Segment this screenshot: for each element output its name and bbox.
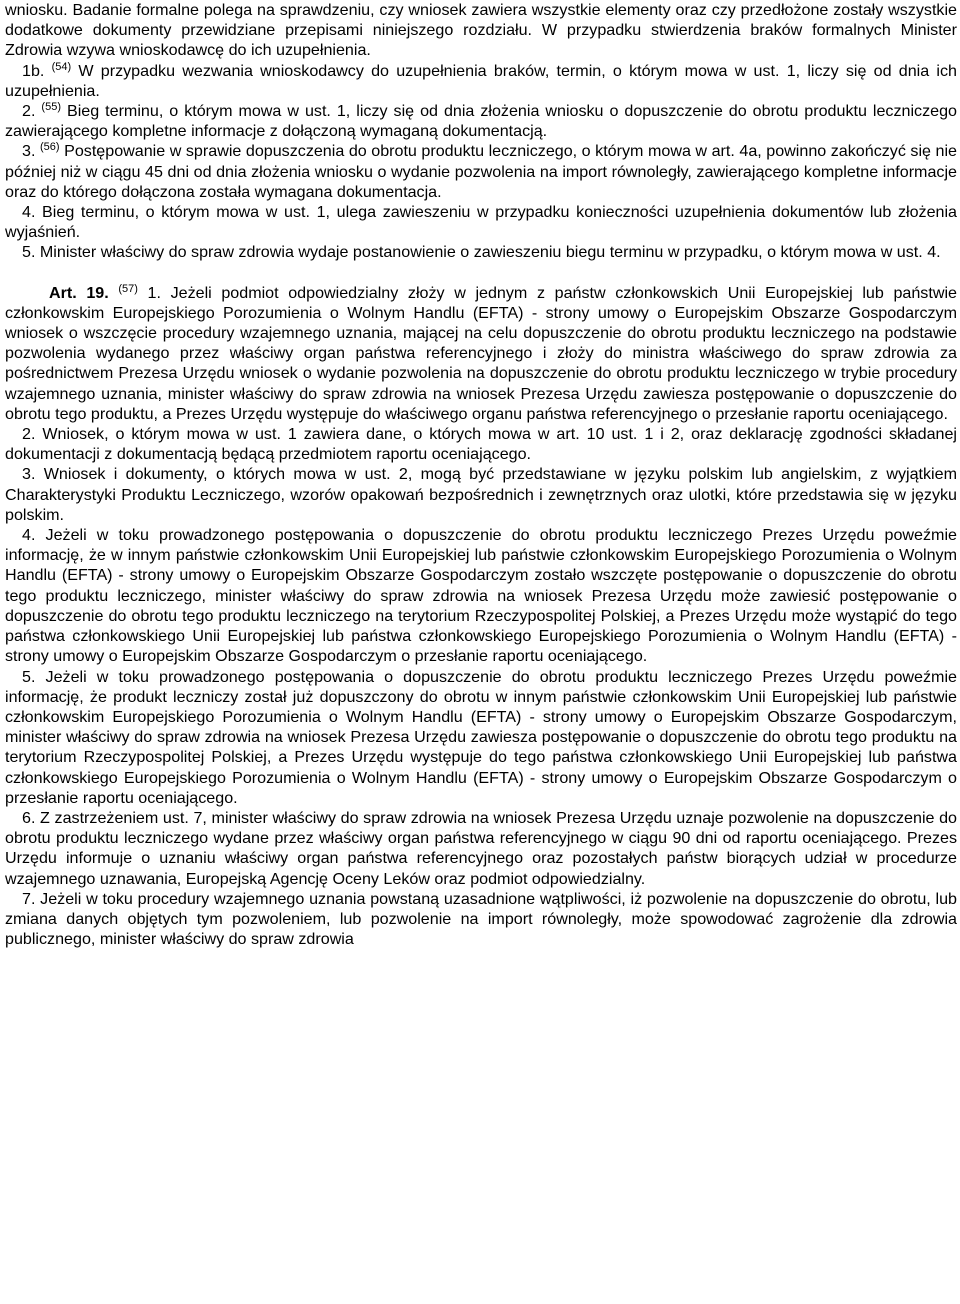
footnote-reference: (55) [41,101,61,114]
paragraph-number: 1b. [22,61,45,80]
paragraph-4: 4. Bieg terminu, o którym mowa w ust. 1, ulega zawieszeniu w przypadku konieczności uzupełnienia dokumentów lub złożenia wyjaśnień. [5,203,957,242]
article-19-paragraph-2: 2. Wniosek, o którym mowa w ust. 1 zawiera dane, o których mowa w art. 10 ust. 1 i 2, oraz deklarację zgodności składanej dokumentacji z dokumentacją będącą przedmiotem raportu oceniającego. [5,425,957,464]
footnote-reference: (54) [51,60,72,73]
paragraph-3 [5,141,957,202]
paragraph-formal-review: wniosku. Badanie formalne polega na sprawdzeniu, czy wniosek zawiera wszystkie elementy oraz czy przedłożone zostały wszystkie dodatkowe dokumenty przewidziane przepisami niniejszego rozdziału. W przypadku stwierdzenia braków formalnych Minister Zdrowia wzywa wnioskodawcę do ich uzupełnienia. [5,1,957,60]
paragraph-text: 1. Jeżeli podmiot odpowiedzialny złoży w jednym z państw członkowskich Unii Europejskiej lub państwie członkowskim Europejskiego Porozumienia o Wolnym Handlu (EFTA) - strony umowy o Europejskim Obszarze Gospodarczym wniosek o wszczęcie procedury wzajemnego uznania, mającej na celu dopuszczenie do obrotu produktu leczniczego na podstawie pozwolenia wydanego przez właściwy organ państwa referencyjnego i złoży do ministra właściwego do spraw zdrowia za pośrednictwem Prezesa Urzędu wniosek o wydanie pozwolenia na dopuszczenie do obrotu produktu leczniczego w trybie procedury wzajemnego uznania, minister właściwy do spraw zdrowia na wniosek Prezesa Urzędu zawiesza postępowanie o dopuszczenie do obrotu tego produktu, a Prezes Urzędu występuje do właściwego organu państwa referencyjnego o przesłanie raportu oceniającego. [5,283,957,423]
article-19-paragraph-1 [5,283,957,424]
paragraph-5: 5. Minister właściwy do spraw zdrowia wydaje postanowienie o zawieszeniu biegu terminu w przypadku, o którym mowa w ust. 4. [22,243,941,262]
footnote-reference: (57) [118,282,138,295]
article-19-paragraph-7: 7. Jeżeli w toku procedury wzajemnego uznania powstaną uzasadnione wątpliwości, iż pozwolenie na dopuszczenie do obrotu, lub zmiana danych objętych tym pozwoleniem, lub pozwolenie na import równoległy, może spowodować zagrożenie dla zdrowia publicznego, minister właściwy do spraw zdrowia [5,889,957,949]
paragraph-1b [5,61,957,101]
article-19-paragraph-3: 3. Wniosek i dokumenty, o których mowa w ust. 2, mogą być przedstawiane w języku polskim lub angielskim, z wyjątkiem Charakterystyki Produktu Leczniczego, wzorów opakowań bezpośrednich i zewnętrznych oraz ulotki, które przedstawia się w języku polskim. [5,465,957,524]
article-19-paragraph-6: 6. Z zastrzeżeniem ust. 7, minister właściwy do spraw zdrowia na wniosek Prezesa Urzędu uznaje pozwolenie na dopuszczenie do obrotu produktu leczniczego wydane przez właściwy organ państwa referencyjnego w ciągu 90 dni od raportu oceniającego. Prezes Urzędu informuje o uznaniu właściwy organ państwa referencyjnego oraz pozostałych państw biorących udział w procedurze wzajemnego uznawania, Europejską Agencję Oceny Leków oraz podmiot odpowiedzialny. [5,808,957,888]
footnote-reference: (56) [39,141,60,154]
paragraph-number: 2. [22,102,36,121]
document-page [5,0,957,1304]
article-19-paragraph-5: 5. Jeżeli w toku prowadzonego postępowania o dopuszczenie do obrotu produktu leczniczego Prezes Urzędu poweźmie informację, że produkt leczniczy został już dopuszczony do obrotu w innym państwie członkowskim Unii Europejskiej lub państwie członkowskim Europejskiego Porozumienia o Wolnym Handlu (EFTA) - strony umowy o Europejskim Obszarze Gospodarczym, minister właściwy do spraw zdrowia na wniosek Prezesa Urzędu zawiesza postępowanie o dopuszczenie do obrotu tego produktu na terytorium Rzeczypospolitej Polskiej, a Prezes Urzędu występuje do tego państwa członkowskiego Unii Europejskiej lub państwa członkowskiego Europejskiego Porozumienia o Wolnym Handlu (EFTA) - strony umowy o Europejskim Obszarze Gospodarczym o przesłanie raportu oceniającego. [5,667,957,807]
paragraph-text: Postępowanie w sprawie dopuszczenia do obrotu produktu leczniczego, o którym mowa w art. 4a, powinno zakończyć się nie później niż w ciągu 45 dni od dnia złożenia wniosku o wydanie pozwolenia na import równoległy, zawierającego kompletne informacje oraz do którego dołączona została wymagana dokumentacja. [5,142,957,201]
article-19-paragraph-4: 4. Jeżeli w toku prowadzonego postępowania o dopuszczenie do obrotu produktu leczniczego Prezes Urzędu poweźmie informację, że w innym państwie członkowskim Unii Europejskiej lub państwie członkowskim Europejskiego Porozumienia o Wolnym Handlu (EFTA) - strony umowy o Europejskim Obszarze Gospodarczym zostało wszczęte postępowanie o dopuszczenie do obrotu tego produktu leczniczego, minister właściwy do spraw zdrowia na wniosek Prezesa Urzędu może zawiesić postępowanie o dopuszczenie do obrotu tego produktu leczniczego na terytorium Rzeczypospolitej Polskiej, a Prezes Urzędu może wystąpić do tego państwa członkowskiego Unii Europejskiej lub państwa członkowskiego Europejskiego Porozumienia o Wolnym Handlu (EFTA) - strony umowy o Europejskim Obszarze Gospodarczym o przesłanie raportu oceniającego. [5,526,957,666]
article-title: Art. 19. [49,283,109,302]
spacer [5,263,957,283]
paragraph-text: Bieg terminu, o którym mowa w ust. 1, liczy się od dnia złożenia wniosku o dopuszczenie do obrotu produktu leczniczego zawierającego kompletne informacje z dołączoną wymaganą dokumentacją. [5,102,957,141]
paragraph-text: W przypadku wezwania wnioskodawcy do uzupełnienia braków, termin, o którym mowa w ust. 1, liczy się od dnia ich uzupełnienia. [5,61,957,100]
paragraph-2 [5,101,957,141]
paragraph-number: 3. [22,142,36,161]
